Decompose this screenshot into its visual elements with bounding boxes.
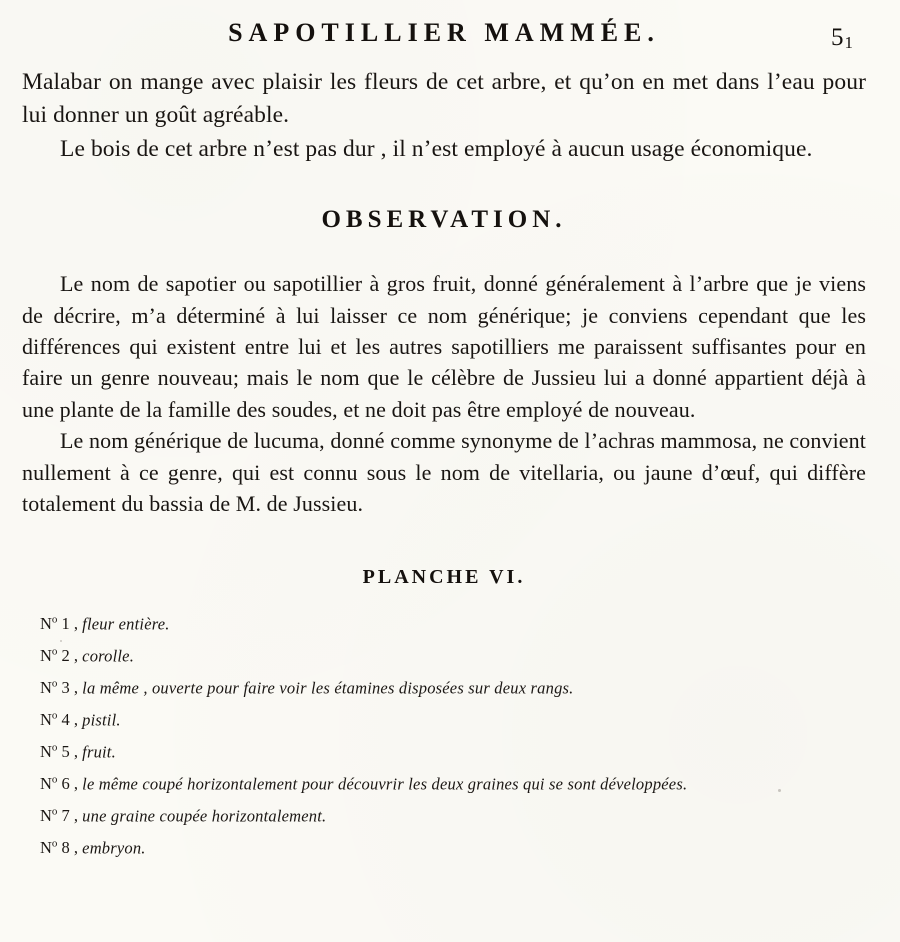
paragraph-wood: Le bois de cet arbre n’est pas dur , il n’est employé à aucun usage économique. bbox=[60, 135, 813, 162]
folio-number bbox=[831, 24, 854, 52]
list-item bbox=[40, 775, 866, 793]
folio-main: 5 bbox=[831, 24, 845, 51]
observation-body bbox=[22, 268, 866, 520]
figure-description: une graine coupée horizontalement. bbox=[82, 806, 327, 826]
observation-paragraph-1: Le nom de sapotier ou sapotillier à gros fruit, donné généralement à l’arbre que je viens de décrire, m’a déterminé à lui laisser ce nom générique; je conviens cependant que les différences qui existent entre lui et les autres sapotilliers me paraissent suffisantes pour en faire un genre nouveau; mais le nom que le célèbre de Jussieu lui a donné appartient déjà à une plante de la famille des soudes, et ne doit pas être employé de nouveau. bbox=[22, 271, 866, 422]
figure-description: fruit. bbox=[82, 742, 116, 762]
running-head: SAPOTILLIER MAMMÉE. bbox=[228, 18, 660, 47]
list-item bbox=[40, 647, 866, 665]
list-item bbox=[40, 615, 866, 633]
figure-description: pistil. bbox=[82, 710, 121, 730]
figure-description: fleur entière. bbox=[82, 614, 170, 634]
figure-number: $N^o$ 4 , bbox=[40, 709, 79, 730]
observation-heading: OBSERVATION. bbox=[321, 206, 567, 234]
figure-number: $N^o$ 5 , bbox=[40, 741, 79, 762]
list-item bbox=[40, 839, 866, 857]
observation-paragraph-2: Le nom générique de lucuma, donné comme synonyme de l’achras mammosa, ne convient nullement à ce genre, qui est connu sous le nom de vitellaria, ou jaune d’œuf, qui diffère totalement du bassia de M. de Jussieu. bbox=[22, 428, 866, 517]
figure-number: $N^o$ 1 , bbox=[40, 613, 79, 634]
plate-heading: PLANCHE VI. bbox=[362, 565, 526, 588]
list-item bbox=[40, 807, 866, 825]
main-body bbox=[22, 66, 866, 166]
list-item bbox=[40, 679, 866, 697]
figure-description: embryon. bbox=[82, 838, 146, 858]
paragraph-continuation: Malabar on mange avec plaisir les fleurs de cet arbre, et qu’on en met dans l’eau pour lui donner un goût agréable. bbox=[22, 69, 866, 129]
figure-description: la même , ouverte pour faire voir les étamines disposées sur deux rangs. bbox=[82, 678, 574, 698]
folio-sub: 1 bbox=[844, 33, 854, 52]
figure-number: $N^o$ 6 , bbox=[40, 773, 79, 794]
figure-number: $N^o$ 3 , bbox=[40, 677, 79, 698]
figure-number: $N^o$ 7 , bbox=[40, 805, 79, 826]
figure-number: $N^o$ 8 , bbox=[40, 837, 79, 858]
figure-description: corolle. bbox=[82, 646, 135, 666]
figure-description: le même coupé horizontalement pour découvrir les deux graines qui se sont développées. bbox=[82, 774, 688, 794]
list-item bbox=[40, 711, 866, 729]
plate-figure-list bbox=[22, 615, 866, 857]
list-item bbox=[40, 743, 866, 761]
figure-number: $N^o$ 2 , bbox=[40, 645, 79, 666]
page-header bbox=[22, 18, 866, 58]
